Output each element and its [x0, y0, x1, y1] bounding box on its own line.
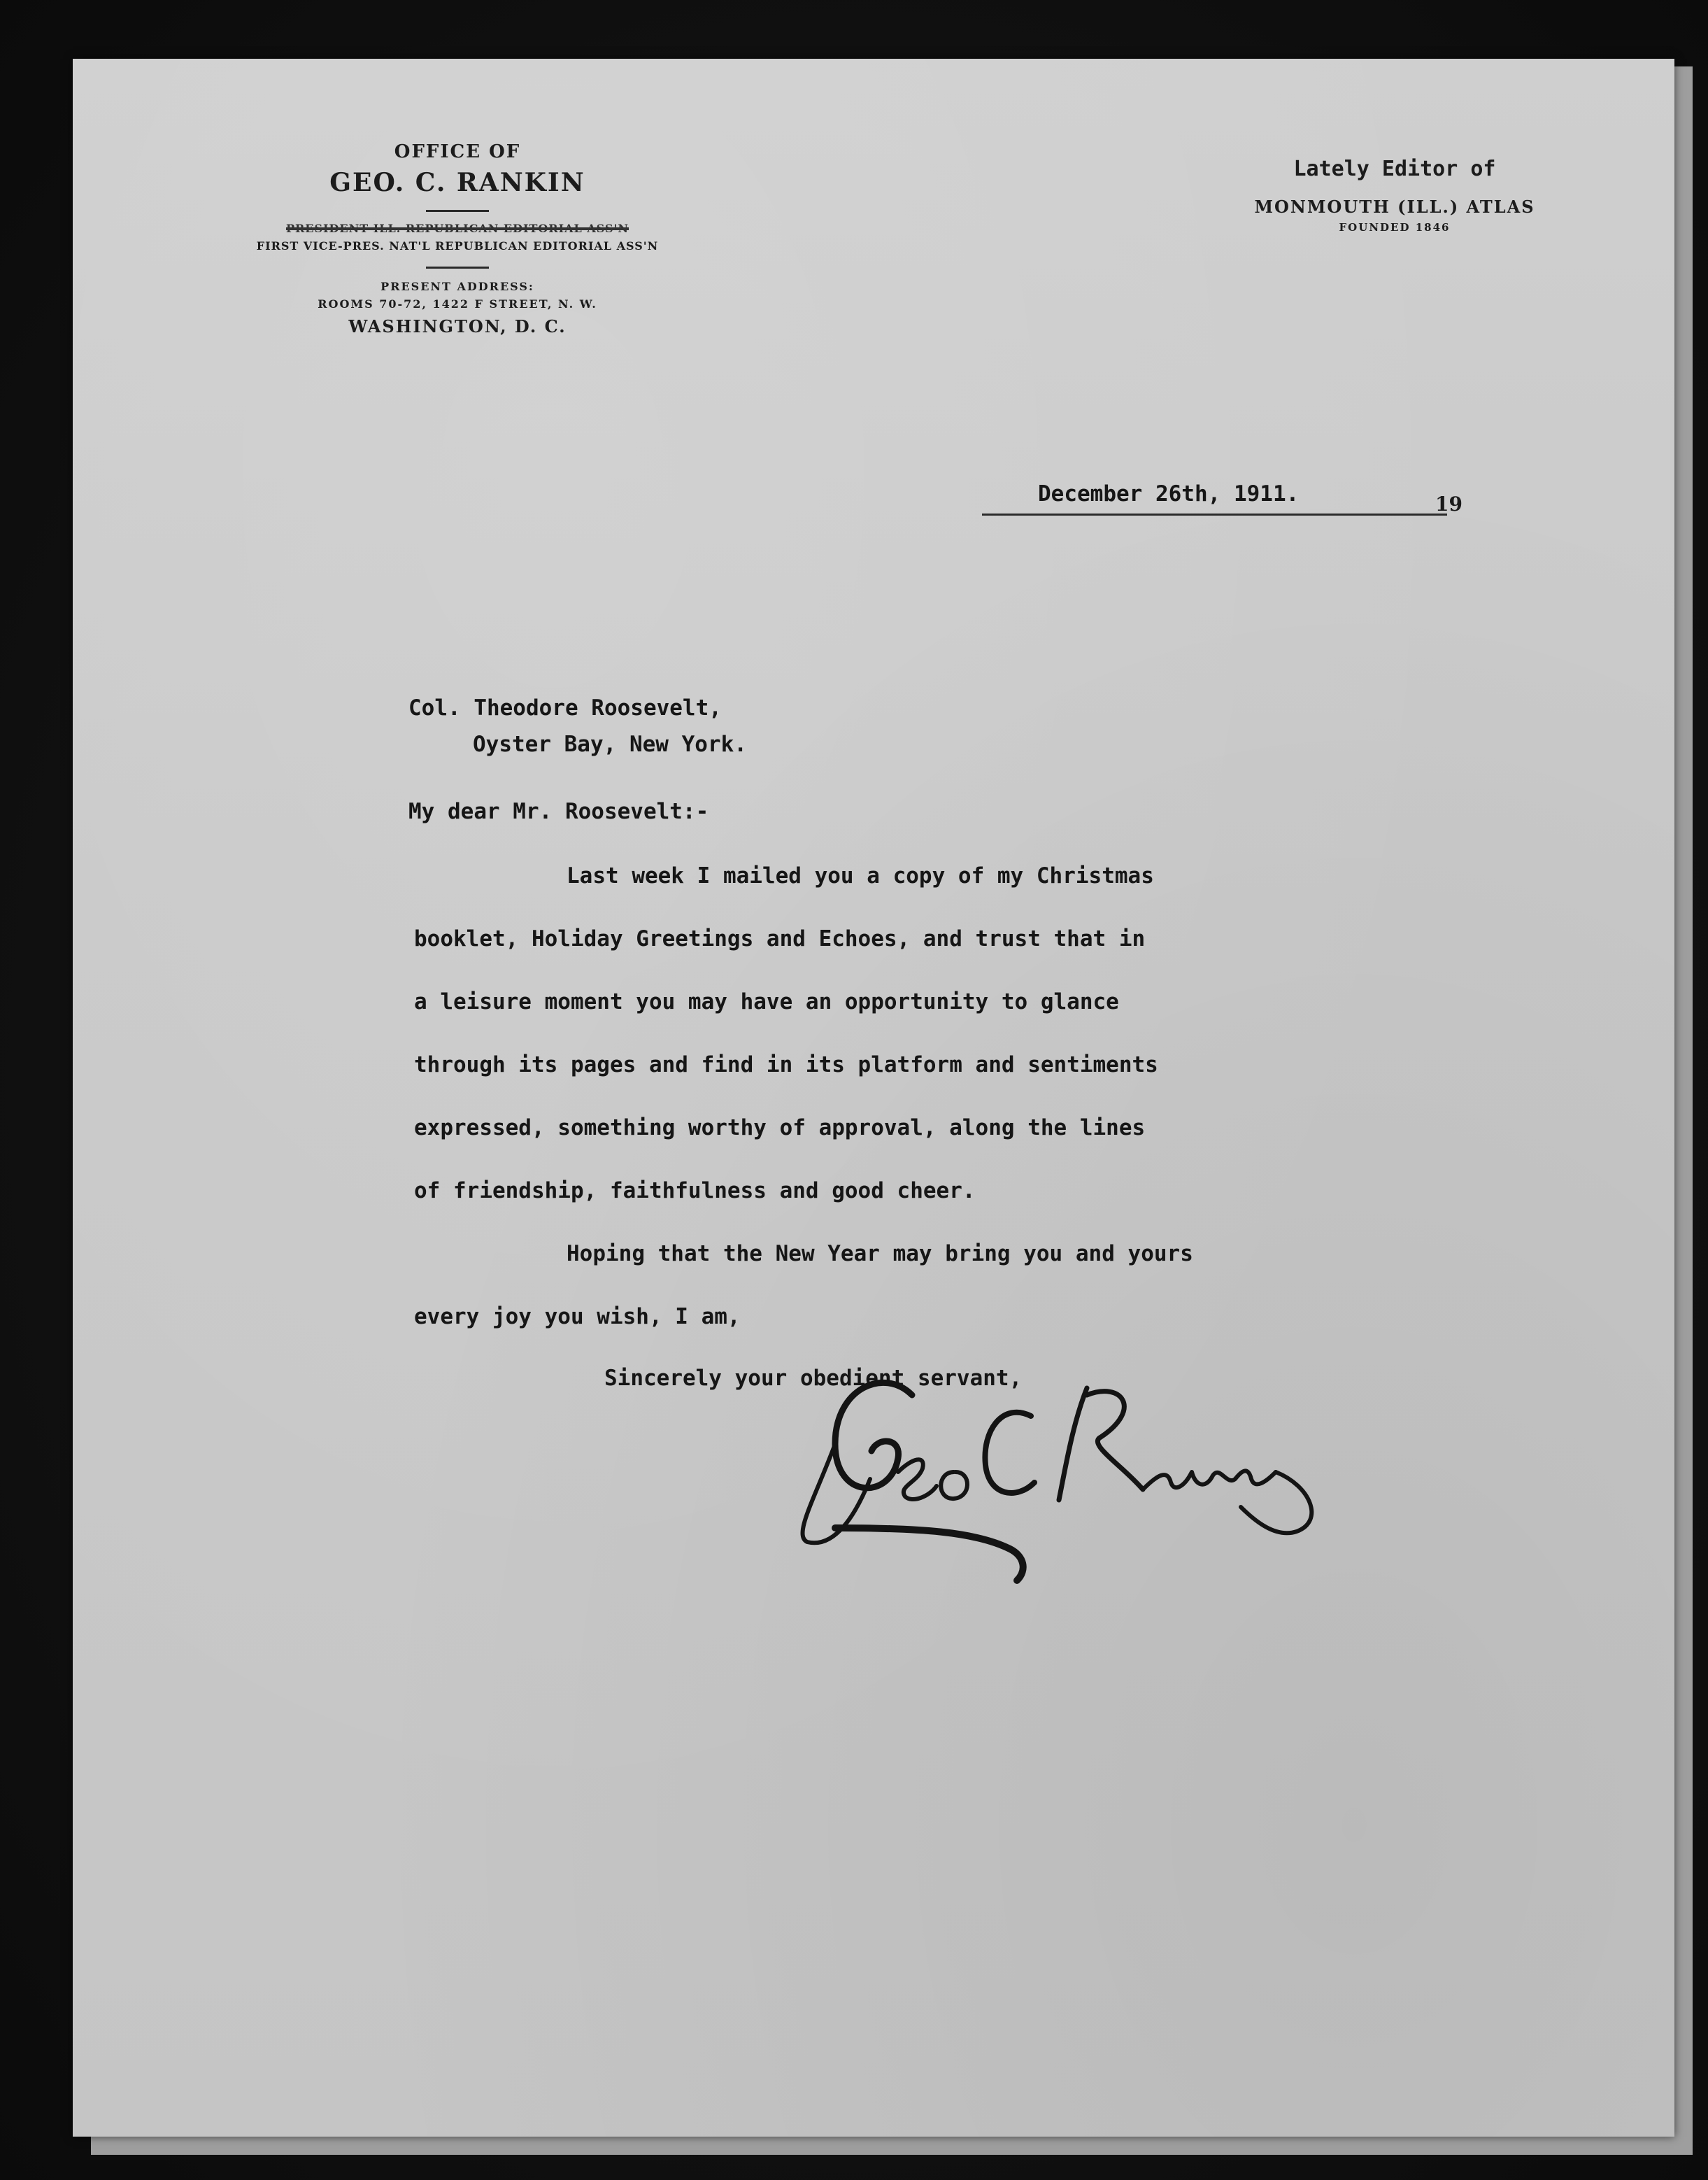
body-line: expressed, something worthy of approval, along the lines [414, 1115, 1146, 1140]
body-line: a leisure moment you may have an opportunity to glance [414, 989, 1119, 1014]
body-line: booklet, Holiday Greetings and Echoes, and trust that in [414, 926, 1146, 951]
struck-title: PRESIDENT ILL. REPUBLICAN EDITORIAL ASS'N [285, 222, 629, 235]
date-underline [982, 514, 1447, 516]
letterhead-right [1234, 157, 1556, 234]
body-line: of friendship, faithfulness and good cheer. [414, 1178, 976, 1203]
signature [793, 1339, 1339, 1605]
divider [426, 267, 489, 269]
letterhead-left [213, 141, 702, 337]
founded-line: FOUNDED 1846 [1339, 221, 1451, 234]
year-suffix: 19 [1435, 493, 1463, 516]
recipient-address: Oyster Bay, New York. [473, 732, 747, 757]
street-address: ROOMS 70-72, 1422 F STREET, N. W. [318, 297, 597, 311]
lately-editor-label: Lately Editor of [1293, 157, 1496, 181]
present-address-label: PRESENT ADDRESS: [380, 280, 534, 293]
body-line: every joy you wish, I am, [414, 1304, 741, 1329]
body-line: Last week I mailed you a copy of my Christmas [567, 863, 1154, 889]
letter-date: December 26th, 1911. [1038, 481, 1300, 507]
signature-drawing [793, 1339, 1339, 1605]
salutation: My dear Mr. Roosevelt:- [408, 799, 709, 824]
recipient-name: Col. Theodore Roosevelt, [408, 695, 722, 721]
vice-pres-title: FIRST VICE-PRES. NAT'L REPUBLICAN EDITORIAL ASS'N [256, 239, 659, 253]
divider [426, 210, 489, 212]
sender-name: GEO. C. RANKIN [329, 168, 585, 197]
body-line: Hoping that the New Year may bring you and yours [567, 1241, 1193, 1266]
body-line: through its pages and find in its platform and sentiments [414, 1052, 1158, 1077]
office-of-label: OFFICE OF [394, 141, 521, 162]
closing: Sincerely your obedient servant, [604, 1366, 1023, 1391]
city: WASHINGTON, D. C. [348, 316, 567, 337]
newspaper-name: MONMOUTH (ILL.) ATLAS [1254, 197, 1535, 217]
letter-page [73, 59, 1674, 2137]
